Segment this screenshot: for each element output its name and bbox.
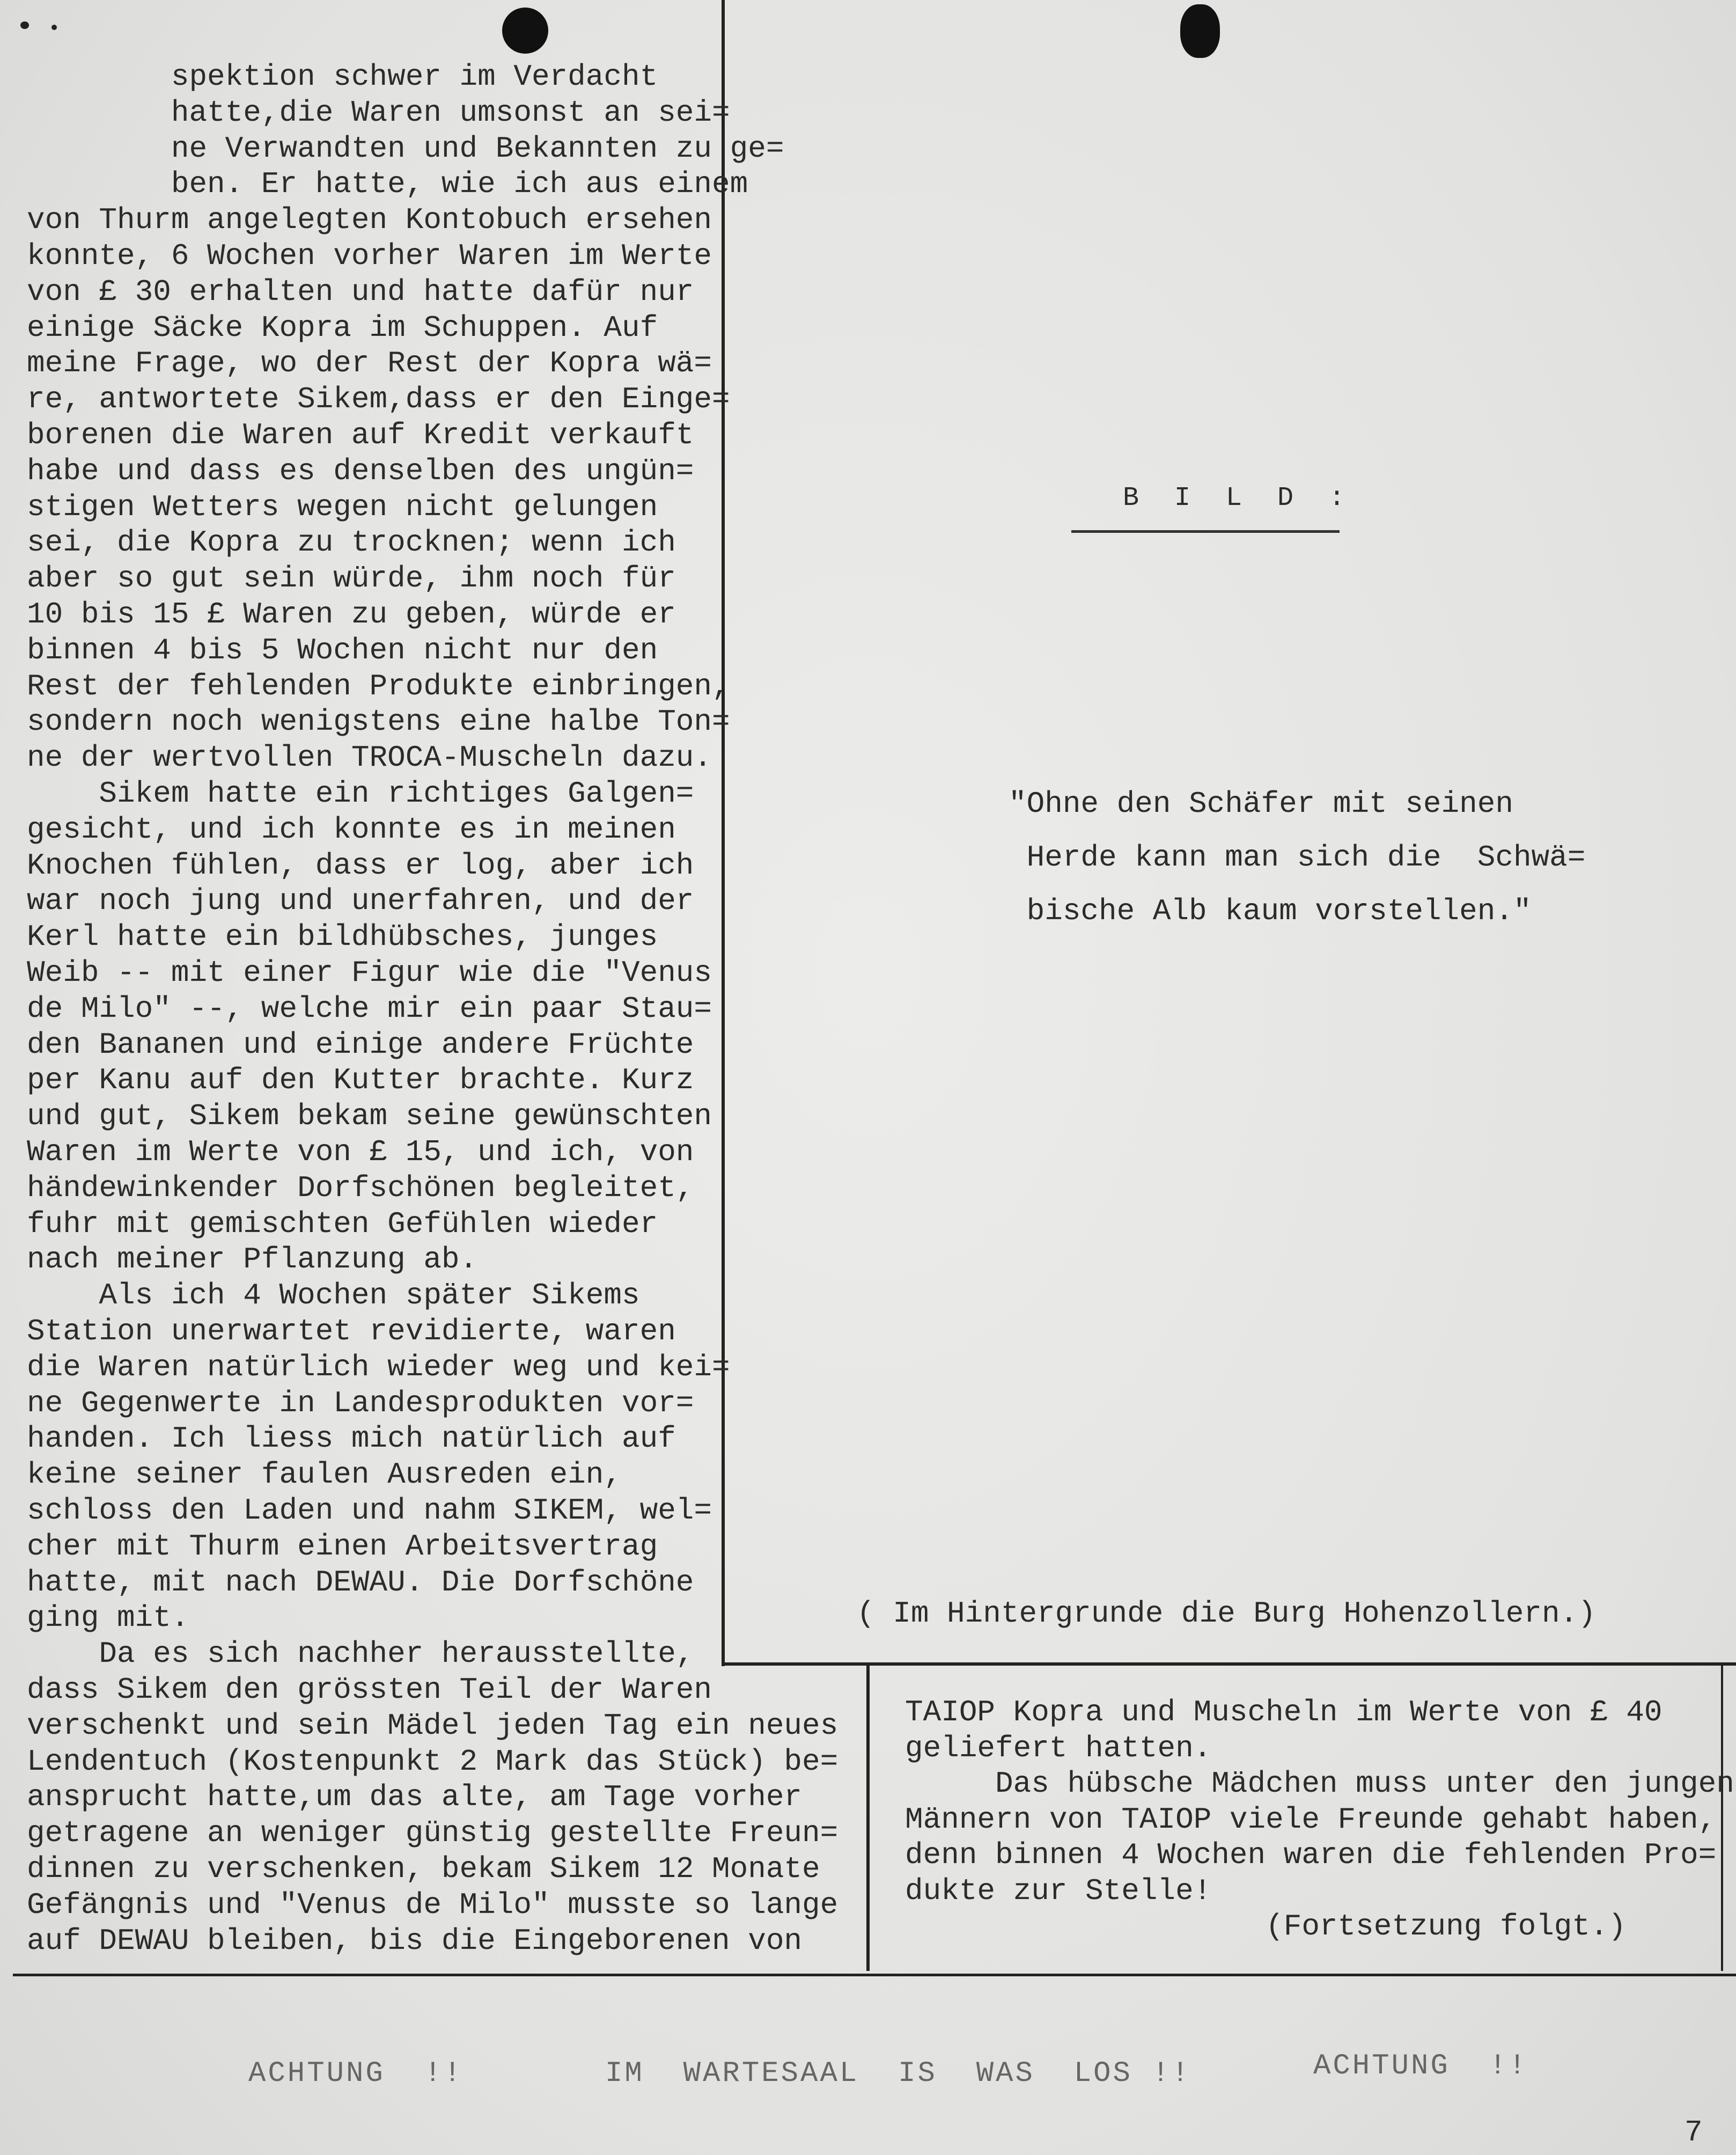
text-line: schloss den Laden und nahm SIKEM, wel= — [27, 1493, 712, 1528]
text-line: sondern noch wenigstens eine halbe Ton= — [27, 705, 730, 739]
text-line: denn binnen 4 Wochen waren die fehlenden Pro= — [905, 1838, 1717, 1872]
text-line: ben. Er hatte, wie ich aus einem — [27, 167, 748, 202]
text-line: 10 bis 15 £ Waren zu geben, würde er — [27, 597, 676, 632]
quote-line: bische Alb kaum vorstellen." — [1009, 894, 1532, 928]
text-line: Weib -- mit einer Figur wie die "Venus — [27, 956, 712, 990]
text-line: meine Frage, wo der Rest der Kopra wä= — [27, 346, 712, 381]
text-line: de Milo" --, welche mir ein paar Stau= — [27, 991, 712, 1026]
text-line: Waren im Werte von £ 15, und ich, von — [27, 1135, 694, 1169]
text-line: dass Sikem den grössten Teil der Waren — [27, 1673, 712, 1707]
text-line: geliefert hatten. — [905, 1731, 1212, 1765]
text-line: einige Säcke Kopra im Schuppen. Auf — [27, 310, 658, 345]
picture-caption: ( Im Hintergrunde die Burg Hohenzollern.) — [857, 1596, 1596, 1631]
bottom-box-divider — [866, 1662, 870, 1971]
text-line: ging mit. — [27, 1601, 189, 1636]
text-line: den Bananen und einige andere Früchte — [27, 1027, 694, 1062]
footer-announcement-center: IM WARTESAAL IS WAS LOS !! — [605, 2057, 1191, 2090]
text-line: stigen Wetters wegen nicht gelungen — [27, 489, 658, 524]
text-line: und gut, Sikem bekam seine gewünschten — [27, 1099, 712, 1134]
text-line: Knochen fühlen, dass er log, aber ich — [27, 848, 694, 883]
text-line: hatte,die Waren umsonst an sei= — [27, 95, 730, 130]
text-line: borenen die Waren auf Kredit verkauft — [27, 418, 694, 452]
footer-announcement-right: ACHTUNG !! — [1313, 2050, 1528, 2083]
text-line: Als ich 4 Wochen später Sikems — [27, 1278, 640, 1313]
text-line: von Thurm angelegten Kontobuch ersehen — [27, 203, 712, 238]
text-line: auf DEWAU bleiben, bis die Eingeborenen von — [27, 1923, 803, 1958]
text-line: dinnen zu verschenken, bekam Sikem 12 Monate — [27, 1852, 820, 1886]
text-line: dukte zur Stelle! — [905, 1873, 1212, 1908]
text-line: Da es sich nachher herausstellte, — [27, 1637, 694, 1672]
text-line: hatte, mit nach DEWAU. Die Dorfschöne — [27, 1565, 694, 1600]
text-line: ne der wertvollen TROCA-Muscheln dazu. — [27, 741, 712, 775]
picture-box-bottom-rule — [722, 1662, 1736, 1666]
text-line: Gefängnis und "Venus de Milo" musste so lange — [27, 1887, 838, 1922]
text-line: getragene an weniger günstig gestellte Freun= — [27, 1816, 838, 1851]
punch-hole-right — [1180, 4, 1220, 58]
text-line: die Waren natürlich wieder weg und kei= — [27, 1350, 730, 1384]
text-line: aber so gut sein würde, ihm noch für — [27, 561, 676, 596]
text-line: Lendentuch (Kostenpunkt 2 Mark das Stück) be= — [27, 1744, 838, 1779]
text-line: händewinkender Dorfschönen begleitet, — [27, 1170, 694, 1205]
picture-heading: B I L D : — [1123, 483, 1355, 514]
text-line: ansprucht hatte,um das alte, am Tage vorher — [27, 1780, 803, 1815]
text-line: Station unerwartet revidierte, waren — [27, 1314, 676, 1348]
text-line: konnte, 6 Wochen vorher Waren im Werte — [27, 239, 712, 273]
heading-underline — [1071, 530, 1340, 533]
footer-rule — [13, 1974, 1736, 1976]
footer-announcement-left: ACHTUNG !! — [248, 2057, 464, 2090]
text-line: von £ 30 erhalten und hatte dafür nur — [27, 274, 694, 309]
quote-line: "Ohne den Schäfer mit seinen — [1009, 787, 1513, 821]
text-line: Rest der fehlenden Produkte einbringen, — [27, 669, 730, 703]
text-line: gesicht, und ich konnte es in meinen — [27, 812, 676, 847]
column-divider — [722, 0, 725, 1666]
text-line: per Kanu auf den Kutter brachte. Kurz — [27, 1063, 694, 1098]
text-line: Das hübsche Mädchen muss unter den jungen — [905, 1766, 1734, 1801]
text-line: cher mit Thurm einen Arbeitsvertrag — [27, 1529, 658, 1564]
text-line: habe und dass es denselben des ungün= — [27, 453, 694, 488]
text-line: Sikem hatte ein richtiges Galgen= — [27, 776, 694, 811]
text-line: sei, die Kopra zu trocknen; wenn ich — [27, 525, 676, 560]
text-line: ne Gegenwerte in Landesprodukten vor= — [27, 1386, 694, 1420]
text-line: nach meiner Pflanzung ab. — [27, 1242, 478, 1277]
ink-speck — [20, 21, 29, 29]
punch-hole-left — [502, 8, 548, 54]
text-line: Männern von TAIOP viele Freunde gehabt haben, — [905, 1802, 1717, 1837]
quote-line: Herde kann man sich die Schwä= — [1009, 840, 1586, 875]
text-line: binnen 4 bis 5 Wochen nicht nur den — [27, 633, 658, 668]
text-line: ne Verwandten und Bekannten zu ge= — [27, 131, 784, 166]
text-line: war noch jung und unerfahren, und der — [27, 884, 694, 919]
text-line: spektion schwer im Verdacht — [27, 60, 658, 94]
text-line: TAIOP Kopra und Muscheln im Werte von £ 40 — [905, 1695, 1663, 1729]
text-line: Kerl hatte ein bildhübsches, junges — [27, 920, 658, 955]
bottom-box-right-rule — [1721, 1662, 1723, 1971]
text-line: (Fortsetzung folgt.) — [905, 1909, 1627, 1944]
text-line: keine seiner faulen Ausreden ein, — [27, 1457, 622, 1492]
text-line: verschenkt und sein Mädel jeden Tag ein neues — [27, 1708, 838, 1743]
text-line: handen. Ich liess mich natürlich auf — [27, 1421, 676, 1456]
ink-speck — [52, 25, 57, 30]
text-line: re, antwortete Sikem,dass er den Einge= — [27, 382, 730, 417]
page-number: 7 — [1684, 2115, 1703, 2150]
text-line: fuhr mit gemischten Gefühlen wieder — [27, 1206, 658, 1241]
